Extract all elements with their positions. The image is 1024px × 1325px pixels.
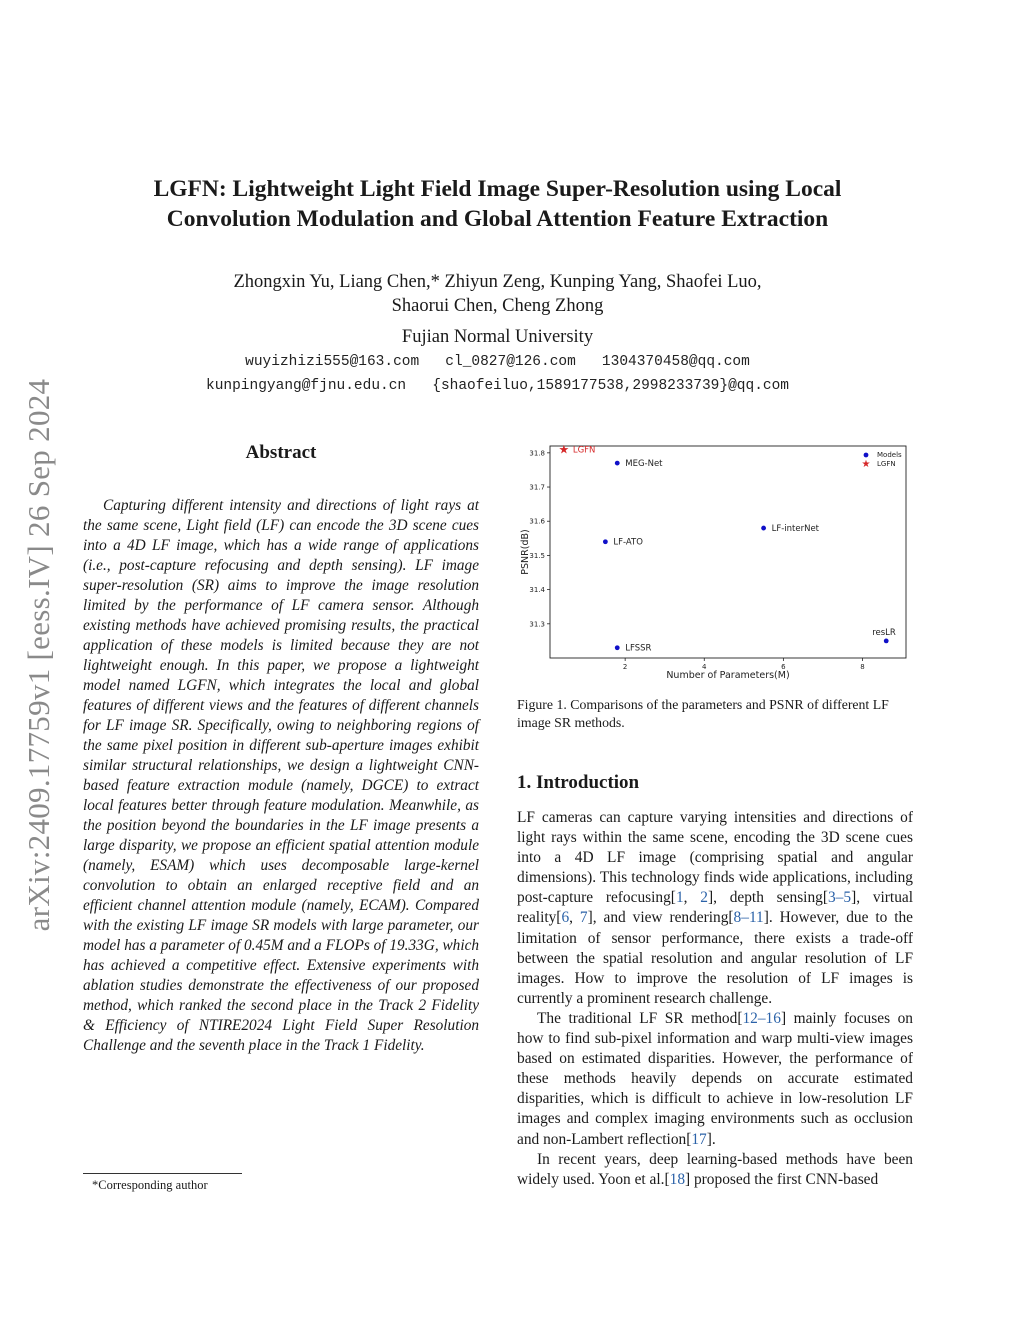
author-list: Zhongxin Yu, Liang Chen,* Zhiyun Zeng, Kunping Yang, Shaofei Luo, Shaorui Chen, Cheng Zhong (233, 272, 762, 316)
point-lgfn-marker: ★ (558, 442, 570, 457)
psnr-vs-params-chart (517, 438, 915, 684)
point-reslr-marker (884, 639, 889, 644)
x-tick-label: 8 (860, 663, 865, 671)
point-reslr-label: resLR (872, 627, 896, 638)
section-heading-introduction: 1. Introduction (517, 772, 640, 793)
plot-frame (550, 446, 906, 658)
footnote-rule (83, 1173, 242, 1174)
intro-paragraph-3: In recent years, deep learning-based methods have been widely used. Yoon et al.[18] proposed the first CNN-based (517, 1150, 913, 1188)
point-meg-net-marker (615, 461, 620, 466)
citation-link[interactable]: 7 (579, 909, 588, 927)
x-tick-label: 4 (702, 663, 707, 671)
citation-link[interactable]: 3–5 (827, 889, 852, 907)
legend-models-marker (864, 453, 869, 458)
chart-legend (862, 451, 903, 470)
citation-link[interactable]: 12–16 (742, 1009, 781, 1027)
arxiv-identifier: arXiv:2409.17759v1 [eess.IV] 26 Sep 2024 (21, 378, 56, 932)
y-tick-label: 31.5 (529, 551, 545, 560)
emails-line-1: wuyizhizi555@163.com cl_0827@126.com 1304370458@qq.com (245, 354, 750, 370)
citation-link[interactable]: 18 (669, 1170, 686, 1188)
paper-title: LGFN: Lightweight Light Field Image Super-Resolution using Local Convolution Modulation and Global Attention Feature Extraction (153, 176, 842, 232)
point-lf-ato-label: LF-ATO (613, 537, 643, 548)
abstract-text: Capturing different intensity and directions of light rays at the same scene, Light field (LF) can encode the 3D scene cues into a 4D LF image, which has a wide range of applications (i.e., post-capture refocusing and depth sensing). LF image super-resolution (SR) aims to improve the image resolution limited by the performance of LF camera sensor. Although existing methods have achieved promising results, the practical application of these models is limited because they are not lightweight enough. In this paper, we propose a lightweight model named LGFN, which integrates the local and global features of different views and the features of different channels for LF image SR. Specifically, owing to neighboring regions of the same pixel position in different sub-aperture images exhibit similar structural relationships, we design a lightweight CNN-based feature extraction module (namely, DGCE) to extract local features better through feature modulation. Meanwhile, as the position beyond the boundaries in the LF image presents a large disparity, we propose an efficient spatial attention module (namely, ESAM) which uses decomposable large-kernel convolution to obtain an enlarged receptive field and an efficient channel attention module (namely, ECAM). Compared with the existing LF image SR models with large parameter, our model has a parameter of 0.45M and a FLOPs of 19.33G, which has achieved a competitive effect. Extensive experiments with ablation studies demonstrate the effectiveness of our proposed method, which ranked the second place in the Track 2 Fidelity & Efficiency of NTIRE2024 Light Field Super Resolution Challenge and the seventh place in the Track 1 Fidelity. (83, 497, 480, 1054)
introduction-body (517, 808, 913, 1190)
point-lfssr-label: LFSSR (625, 643, 652, 654)
y-tick-label: 31.7 (529, 483, 545, 492)
legend-lgfn-marker: ★ (861, 459, 871, 470)
x-axis-label: Number of Parameters(M) (666, 670, 790, 681)
figure-caption: Figure 1. Comparisons of the parameters and PSNR of different LF image SR methods. (517, 697, 889, 730)
y-tick-label: 31.8 (529, 449, 545, 458)
point-lfssr-marker (615, 645, 620, 650)
citation-link[interactable]: 8–11 (733, 909, 764, 927)
x-tick-label: 6 (781, 663, 786, 671)
emails-line-2: kunpingyang@fjnu.edu.cn {shaofeiluo,1589177538,2998233739}@qq.com (206, 378, 789, 394)
citation-link[interactable]: 1 (675, 889, 684, 907)
y-tick-label: 31.6 (529, 517, 545, 526)
point-meg-net-label: MEG-Net (625, 459, 663, 470)
y-tick-label: 31.4 (529, 586, 545, 595)
y-axis-label: PSNR(dB) (520, 529, 531, 575)
intro-paragraph-2: The traditional LF SR method[12–16] mainly focuses on how to find sub-pixel information and warp multi-view images based on estimated disparities. However, the performance of these methods heavily depends on accurate estimated disparities, which is difficult to achieve in low-resolution LF images and complex imaging environments such as occlusion and non-Lambert reflection[17]. (517, 1009, 913, 1148)
point-lgfn-label: LGFN (572, 445, 596, 456)
x-tick-label: 2 (622, 663, 628, 671)
legend-lgfn-label: LGFN (877, 460, 896, 468)
legend-models-label: Models (877, 451, 902, 459)
citation-link[interactable]: 2 (700, 889, 708, 907)
footnote: *Corresponding author (92, 1178, 208, 1192)
citation-link[interactable]: 6 (561, 909, 570, 927)
abstract-heading: Abstract (245, 442, 317, 463)
point-lf-ato-marker (603, 539, 608, 544)
point-lf-internet-marker (761, 526, 766, 531)
y-tick-label: 31.3 (529, 620, 545, 629)
intro-paragraph-1: LF cameras can capture varying intensities and directions of light rays within the same scene, encoding the 3D scene cues into a 4D LF image (comprising spatial and angular dimensions). This technology finds wide applications, including post-capture refocusing[1, 2], depth sensing[3–5], virtual reality[6, 7], and view rendering[8–11]. However, due to the limitation of sensor performance, there exists a trade-off between the spatial resolution and angular resolution of LF images. How to improve the resolution of LF images is currently a prominent research challenge. (517, 809, 914, 1007)
affiliation: Fujian Normal University (401, 327, 594, 347)
point-lf-internet-label: LF-interNet (771, 524, 820, 535)
citation-link[interactable]: 17 (691, 1130, 707, 1148)
